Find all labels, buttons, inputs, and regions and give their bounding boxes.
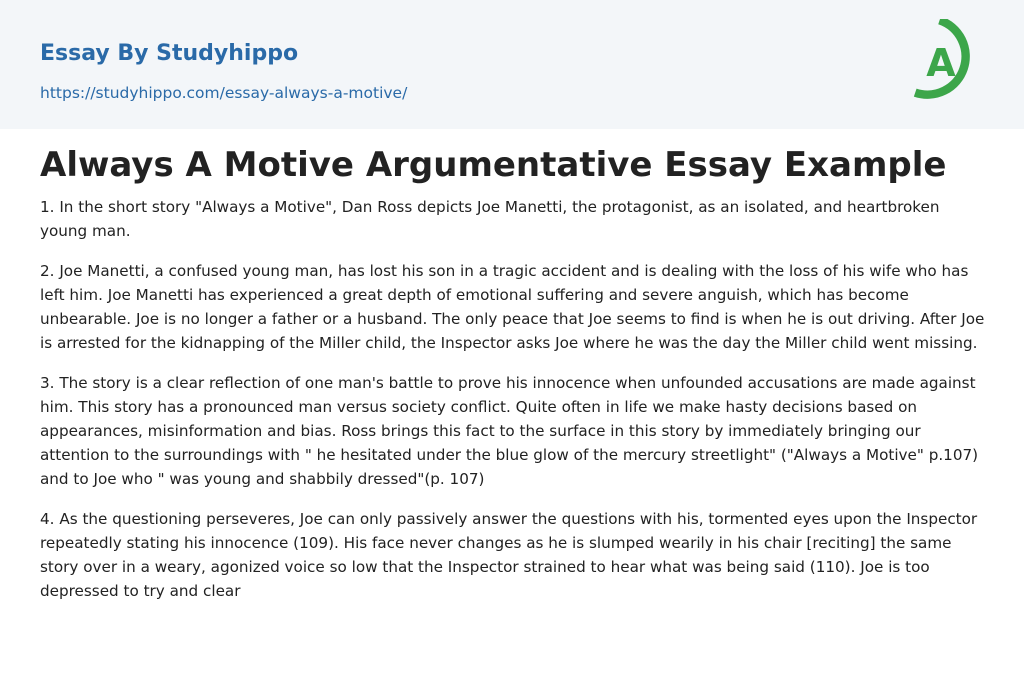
- paragraph: 2. Joe Manetti, a confused young man, has lost his son in a tragic accident and is dealing with the loss of his wife who has left him. Joe Manetti has experienced a great depth of emotional suffering and severe anguish, which has become unbearable. Joe is no longer a father or a husband. The only peace that Joe seems to find is when he is out driving. After Joe is arrested for the kidnapping of the Miller child, the Inspector asks Joe where he was the day the Miller child went missing.: [40, 262, 985, 352]
- paragraph: 3. The story is a clear reflection of one man's battle to prove his innocence when unfounded accusations are made against him. This story has a pronounced man versus society conflict. Quite often in life we make hasty decisions based on appearances, misinformation and bias. Ross brings this fact to the surface in this story by immediately bringing our attention to the surroundings with " he hesitated under the blue glow of the mercury streetlight" ("Always a Motive" p.107) and to Joe who " was young and shabbily dressed"(p. 107): [40, 374, 979, 488]
- logo-icon[interactable]: [912, 19, 986, 105]
- page-url-link[interactable]: https://studyhippo.com/essay-always-a-motive/: [40, 84, 408, 102]
- article-title: Always A Motive Argumentative Essay Example: [40, 145, 947, 185]
- site-header: [0, 0, 1024, 129]
- logo-letter: A: [926, 41, 956, 85]
- paragraph: 1. In the short story "Always a Motive", Dan Ross depicts Joe Manetti, the protagonist, as an isolated, and heartbroken young man.: [40, 198, 940, 240]
- paragraph: 4. As the questioning perseveres, Joe can only passively answer the questions with his, tormented eyes upon the Inspector repeatedly stating his innocence (109). His face never changes as he is slumped wearily in his chair [reciting] the same story over in a weary, agonized voice so low that the Inspector strained to hear what was being said (110). Joe is too depressed to try and clear: [40, 510, 978, 600]
- article-body: [40, 195, 985, 619]
- site-brand[interactable]: Essay By Studyhippo: [40, 41, 299, 66]
